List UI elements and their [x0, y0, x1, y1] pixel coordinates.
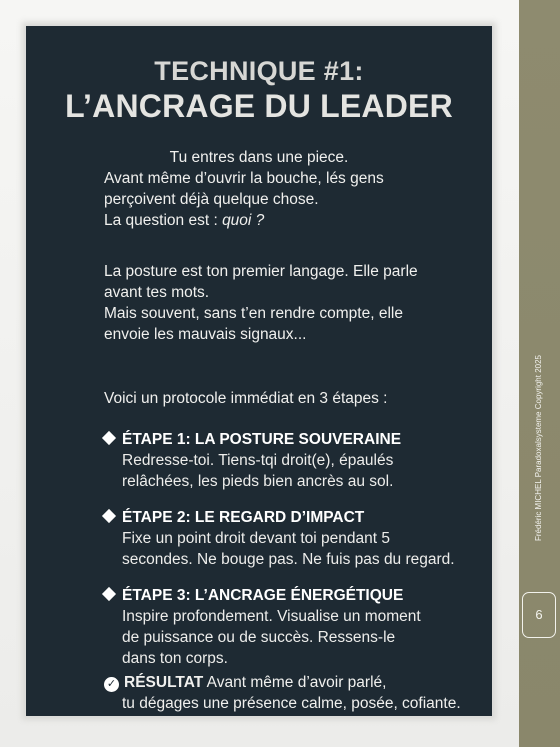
- step-2-head: ÉTAPE 2: LE REGARD D’IMPACT: [122, 509, 365, 526]
- intro-line4-prefix: La question est :: [104, 212, 223, 229]
- posture-line4: envoie les mauvais signaux...: [104, 326, 307, 343]
- copyright-container: [534, 355, 548, 582]
- result-block: [104, 672, 461, 714]
- result-head: RÉSULTAT: [124, 674, 204, 691]
- intro-line4: [104, 210, 384, 231]
- posture-line3: Mais souvent, sans t’en rendre compte, elle: [104, 305, 403, 322]
- diamond-bullet-icon: [102, 587, 116, 601]
- step-3: [104, 585, 421, 669]
- copyright-text: Frédéric MICHEL Paradoxalsysteme Copyright 2025: [534, 355, 543, 542]
- step-3-line3: dans ton corps.: [122, 650, 228, 667]
- poster-title-line2: L’ANCRAGE DU LEADER: [65, 88, 453, 124]
- diamond-bullet-icon: [102, 509, 116, 523]
- step-2: [104, 507, 455, 570]
- posture-block: [104, 261, 418, 345]
- diamond-bullet-icon: [102, 431, 116, 445]
- step-2-line1: Fixe un point droit devant toi pendant 5: [122, 530, 390, 547]
- step-1-line1: Redresse-toi. Tiens-tqi droit(e), épaulés: [122, 452, 394, 469]
- step-1-head: ÉTAPE 1: LA POSTURE SOUVERAINE: [122, 431, 402, 448]
- intro-line1: Tu entres dans une piece.: [169, 149, 349, 166]
- posture-line2: avant tes mots.: [104, 284, 210, 301]
- poster: [26, 26, 492, 716]
- step-1-line2: relâchées, les pieds bien ancrès au sol.: [122, 473, 394, 490]
- check-circle-icon: ✓: [104, 677, 119, 692]
- result-line1: Avant même d’avoir parlé,: [203, 674, 387, 691]
- step-2-line2: secondes. Ne bouge pas. Ne fuis pas du regard.: [122, 551, 455, 568]
- step-3-line2: de puissance ou de succès. Ressens-le: [122, 629, 396, 646]
- posture-line1: La posture est ton premier langage. Elle parle: [104, 263, 418, 280]
- step-3-head: ÉTAPE 3: L’ANCRAGE ÉNERGÉTIQUE: [122, 587, 404, 604]
- intro-line2: Avant même d’ouvrir la bouche, lés gens: [104, 170, 384, 187]
- poster-title-line1: TECHNIQUE #1:: [154, 56, 364, 86]
- step-1: [104, 429, 401, 492]
- page-number: 6: [522, 592, 556, 638]
- intro-line3: perçoivent déjà quelque chose.: [104, 191, 319, 208]
- protocol-line: Voici un protocole immédiat en 3 étapes :: [104, 390, 388, 407]
- intro-block: [104, 168, 384, 231]
- result-line2: tu dégages une présence calme, posée, cofiante.: [122, 695, 461, 712]
- intro-line4-emphasis: quoi ?: [222, 212, 265, 229]
- step-3-line1: Inspire profondement. Visualise un moment: [122, 608, 421, 625]
